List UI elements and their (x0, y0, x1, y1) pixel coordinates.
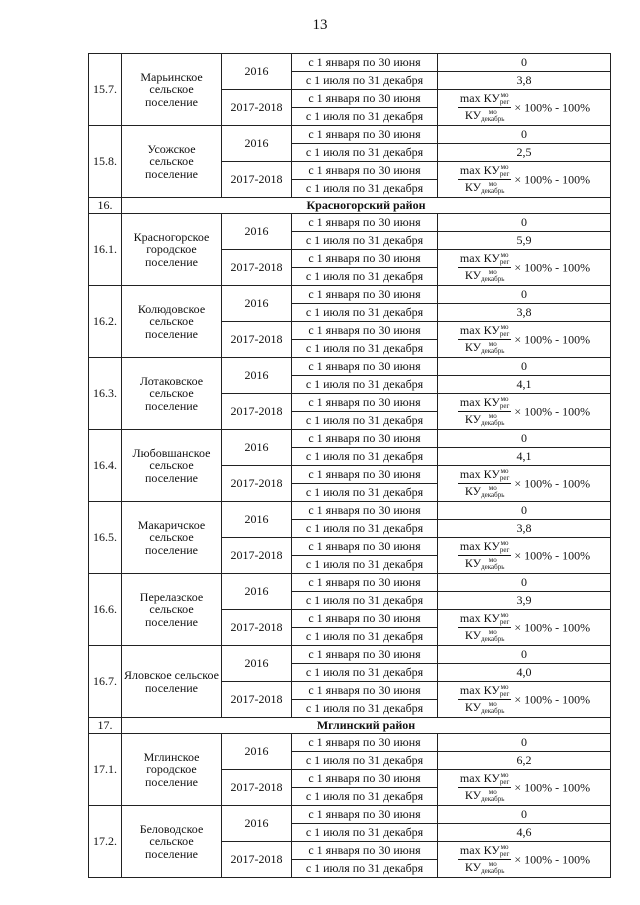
settlement-name: Усожское сельское поселение (122, 126, 222, 198)
formula-max: max (459, 162, 481, 177)
value-second-half: 4,0 (438, 664, 611, 682)
period-first-half: с 1 января по 30 июня (292, 682, 438, 700)
settlement-name: Яловское сельское поселение (122, 646, 222, 718)
formula-max: max (459, 538, 481, 553)
year-2016: 2016 (222, 574, 292, 610)
growth-formula (438, 538, 611, 574)
formula-fraction (458, 92, 511, 124)
formula-sub-reg: рег (499, 546, 510, 554)
formula-tail: × 100% - 100% (514, 476, 591, 491)
district-name: Мглинский район (122, 718, 611, 734)
formula-denominator (458, 484, 511, 499)
growth-formula (438, 610, 611, 646)
period-second-half: с 1 июля по 31 декабря (292, 180, 438, 198)
formula-ku: КУ (464, 556, 482, 570)
value-first-half: 0 (438, 806, 611, 824)
settlement-row (89, 574, 611, 592)
period-second-half: с 1 июля по 31 декабря (292, 376, 438, 394)
growth-formula (438, 250, 611, 286)
settlement-name: Мглинское городское поселение (122, 734, 222, 806)
year-2017-2018: 2017-2018 (222, 610, 292, 646)
formula-sup: мо (500, 323, 509, 331)
formula-sub-reg: рег (499, 474, 510, 482)
settlement-number: 16.5. (89, 502, 122, 574)
period-first-half: с 1 января по 30 июня (292, 538, 438, 556)
year-2017-2018: 2017-2018 (222, 394, 292, 430)
period-first-half: с 1 января по 30 июня (292, 358, 438, 376)
formula-sub-dec: декабрь (481, 115, 505, 124)
value-first-half: 0 (438, 430, 611, 448)
period-second-half: с 1 июля по 31 декабря (292, 788, 438, 806)
formula-sub-dec: декабрь (481, 347, 505, 356)
year-2016: 2016 (222, 430, 292, 466)
period-first-half: с 1 января по 30 июня (292, 574, 438, 592)
formula-tail: × 100% - 100% (514, 332, 591, 347)
period-first-half: с 1 января по 30 июня (292, 734, 438, 752)
settlement-name: Марьинское сельское поселение (122, 54, 222, 126)
formula-sub-reg: рег (499, 330, 510, 338)
formula-max: max (459, 770, 481, 785)
district-number: 16. (89, 198, 122, 214)
settlement-number: 16.7. (89, 646, 122, 718)
growth-formula (438, 770, 611, 806)
formula-sub-reg: рег (499, 258, 510, 266)
settlement-row (89, 286, 611, 304)
formula-sup: мо (500, 683, 509, 691)
formula-denominator (458, 180, 511, 195)
period-second-half: с 1 июля по 31 декабря (292, 520, 438, 538)
district-row (89, 718, 611, 734)
formula-sub-reg: рег (499, 402, 510, 410)
formula-numerator (458, 612, 511, 628)
formula-tail: × 100% - 100% (514, 780, 591, 795)
value-second-half: 5,9 (438, 232, 611, 250)
formula-sub-dec: декабрь (481, 419, 505, 428)
period-second-half: с 1 июля по 31 декабря (292, 592, 438, 610)
formula-denominator (458, 108, 511, 123)
settlement-name: Красногорское городское поселение (122, 214, 222, 286)
formula-sup: мо (488, 484, 497, 493)
period-second-half: с 1 июля по 31 декабря (292, 144, 438, 162)
year-2017-2018: 2017-2018 (222, 682, 292, 718)
settlement-row (89, 358, 611, 376)
value-first-half: 0 (438, 646, 611, 664)
growth-formula (438, 162, 611, 198)
growth-formula (438, 842, 611, 878)
year-2017-2018: 2017-2018 (222, 162, 292, 198)
formula-ku: КУ (483, 466, 500, 481)
formula-ku: КУ (483, 610, 500, 625)
settlement-row (89, 54, 611, 72)
formula-tail: × 100% - 100% (514, 692, 591, 707)
period-first-half: с 1 января по 30 июня (292, 842, 438, 860)
formula-ku: КУ (464, 484, 482, 498)
settlement-row (89, 214, 611, 232)
formula-tail: × 100% - 100% (514, 100, 591, 115)
settlement-number: 15.7. (89, 54, 122, 126)
formula-sup: мо (500, 771, 509, 779)
year-2016: 2016 (222, 286, 292, 322)
value-second-half: 4,1 (438, 448, 611, 466)
page-number: 13 (312, 17, 328, 33)
formula-sup: мо (488, 556, 497, 565)
period-first-half: с 1 января по 30 июня (292, 770, 438, 788)
period-second-half: с 1 июля по 31 декабря (292, 628, 438, 646)
value-second-half: 3,8 (438, 304, 611, 322)
settlement-number: 16.1. (89, 214, 122, 286)
formula-tail: × 100% - 100% (514, 620, 591, 635)
settlement-name: Колюдовское сельское поселение (122, 286, 222, 358)
formula-ku: КУ (483, 394, 500, 409)
formula-sub-dec: декабрь (481, 867, 505, 876)
formula-sub-reg: рег (499, 850, 510, 858)
period-second-half: с 1 июля по 31 декабря (292, 232, 438, 250)
formula-max: max (459, 842, 481, 857)
settlement-number: 16.4. (89, 430, 122, 502)
growth-formula (438, 682, 611, 718)
growth-formula (438, 394, 611, 430)
formula-sub-reg: рег (499, 98, 510, 106)
formula-ku: КУ (464, 412, 482, 426)
formula-denominator (458, 556, 511, 571)
period-second-half: с 1 июля по 31 декабря (292, 752, 438, 770)
formula-numerator (458, 844, 511, 860)
formula-tail: × 100% - 100% (514, 404, 591, 419)
settlement-row (89, 646, 611, 664)
settlement-row (89, 806, 611, 824)
year-2016: 2016 (222, 502, 292, 538)
period-second-half: с 1 июля по 31 декабря (292, 72, 438, 90)
period-first-half: с 1 января по 30 июня (292, 806, 438, 824)
settlement-row (89, 430, 611, 448)
formula-sup: мо (488, 268, 497, 277)
formula-max: max (459, 682, 481, 697)
value-first-half: 0 (438, 54, 611, 72)
settlement-row (89, 126, 611, 144)
formula-ku: КУ (464, 700, 482, 714)
year-2016: 2016 (222, 126, 292, 162)
formula-max: max (459, 90, 481, 105)
formula-ku: КУ (483, 162, 500, 177)
formula-ku: КУ (483, 682, 500, 697)
formula-sub-dec: декабрь (481, 635, 505, 644)
settlement-row (89, 502, 611, 520)
year-2016: 2016 (222, 734, 292, 770)
value-first-half: 0 (438, 286, 611, 304)
formula-denominator (458, 268, 511, 283)
formula-ku: КУ (483, 322, 500, 337)
formula-ku: КУ (483, 250, 500, 265)
period-second-half: с 1 июля по 31 декабря (292, 304, 438, 322)
period-second-half: с 1 июля по 31 декабря (292, 824, 438, 842)
value-first-half: 0 (438, 126, 611, 144)
formula-sub-dec: декабрь (481, 795, 505, 804)
formula-fraction (458, 252, 511, 284)
formula-tail: × 100% - 100% (514, 548, 591, 563)
formula-denominator (458, 700, 511, 715)
period-first-half: с 1 января по 30 июня (292, 466, 438, 484)
period-first-half: с 1 января по 30 июня (292, 54, 438, 72)
period-first-half: с 1 января по 30 июня (292, 646, 438, 664)
formula-sup: мо (500, 611, 509, 619)
formula-tail: × 100% - 100% (514, 852, 591, 867)
formula-sup: мо (488, 108, 497, 117)
formula-fraction (458, 396, 511, 428)
value-second-half: 3,9 (438, 592, 611, 610)
formula-sup: мо (488, 180, 497, 189)
period-first-half: с 1 января по 30 июня (292, 90, 438, 108)
formula-tail: × 100% - 100% (514, 172, 591, 187)
value-second-half: 2,5 (438, 144, 611, 162)
value-first-half: 0 (438, 502, 611, 520)
formula-fraction (458, 540, 511, 572)
period-first-half: с 1 января по 30 июня (292, 126, 438, 144)
formula-sup: мо (488, 788, 497, 797)
formula-numerator (458, 324, 511, 340)
formula-ku: КУ (483, 842, 500, 857)
value-second-half: 3,8 (438, 520, 611, 538)
formula-sup: мо (500, 467, 509, 475)
settlement-name: Лотаковское сельское поселение (122, 358, 222, 430)
year-2016: 2016 (222, 646, 292, 682)
period-second-half: с 1 июля по 31 декабря (292, 484, 438, 502)
growth-formula (438, 322, 611, 358)
year-2017-2018: 2017-2018 (222, 466, 292, 502)
formula-denominator (458, 340, 511, 355)
year-2017-2018: 2017-2018 (222, 770, 292, 806)
formula-sub-dec: декабрь (481, 707, 505, 716)
formula-ku: КУ (464, 108, 482, 122)
formula-max: max (459, 466, 481, 481)
formula-sub-dec: декабрь (481, 187, 505, 196)
formula-numerator (458, 164, 511, 180)
formula-max: max (459, 250, 481, 265)
period-first-half: с 1 января по 30 июня (292, 214, 438, 232)
period-second-half: с 1 июля по 31 декабря (292, 700, 438, 718)
value-second-half: 4,1 (438, 376, 611, 394)
formula-fraction (458, 324, 511, 356)
period-first-half: с 1 января по 30 июня (292, 502, 438, 520)
formula-ku: КУ (483, 538, 500, 553)
value-first-half: 0 (438, 574, 611, 592)
formula-max: max (459, 322, 481, 337)
formula-denominator (458, 860, 511, 875)
formula-sub-dec: декабрь (481, 563, 505, 572)
period-first-half: с 1 января по 30 июня (292, 250, 438, 268)
formula-numerator (458, 468, 511, 484)
formula-fraction (458, 772, 511, 804)
value-second-half: 6,2 (438, 752, 611, 770)
period-first-half: с 1 января по 30 июня (292, 286, 438, 304)
formula-numerator (458, 684, 511, 700)
formula-max: max (459, 394, 481, 409)
year-2017-2018: 2017-2018 (222, 842, 292, 878)
formula-sup: мо (500, 539, 509, 547)
period-first-half: с 1 января по 30 июня (292, 430, 438, 448)
formula-numerator (458, 540, 511, 556)
formula-fraction (458, 684, 511, 716)
formula-ku: КУ (483, 90, 500, 105)
formula-sub-reg: рег (499, 778, 510, 786)
year-2016: 2016 (222, 358, 292, 394)
formula-tail: × 100% - 100% (514, 260, 591, 275)
period-second-half: с 1 июля по 31 декабря (292, 412, 438, 430)
formula-numerator (458, 92, 511, 108)
formula-fraction (458, 844, 511, 876)
period-second-half: с 1 июля по 31 декабря (292, 448, 438, 466)
formula-sup: мо (488, 628, 497, 637)
formula-fraction (458, 164, 511, 196)
formula-fraction (458, 612, 511, 644)
value-second-half: 3,8 (438, 72, 611, 90)
year-2017-2018: 2017-2018 (222, 322, 292, 358)
formula-numerator (458, 396, 511, 412)
settlement-name: Любовшанское сельское поселение (122, 430, 222, 502)
formula-denominator (458, 412, 511, 427)
settlement-number: 17.2. (89, 806, 122, 878)
tariff-table (88, 53, 611, 878)
year-2016: 2016 (222, 806, 292, 842)
period-second-half: с 1 июля по 31 декабря (292, 268, 438, 286)
formula-sub-dec: декабрь (481, 275, 505, 284)
period-second-half: с 1 июля по 31 декабря (292, 108, 438, 126)
formula-denominator (458, 628, 511, 643)
settlement-row (89, 734, 611, 752)
district-number: 17. (89, 718, 122, 734)
table-body (89, 54, 611, 878)
formula-ku: КУ (464, 180, 482, 194)
settlement-name: Беловодское сельское поселение (122, 806, 222, 878)
formula-numerator (458, 772, 511, 788)
year-2017-2018: 2017-2018 (222, 250, 292, 286)
formula-sub-dec: декабрь (481, 491, 505, 500)
formula-sub-reg: рег (499, 690, 510, 698)
year-2017-2018: 2017-2018 (222, 90, 292, 126)
formula-max: max (459, 610, 481, 625)
period-first-half: с 1 января по 30 июня (292, 162, 438, 180)
period-second-half: с 1 июля по 31 декабря (292, 664, 438, 682)
formula-ku: КУ (464, 628, 482, 642)
period-first-half: с 1 января по 30 июня (292, 394, 438, 412)
formula-sup: мо (500, 91, 509, 99)
formula-sub-reg: рег (499, 618, 510, 626)
settlement-number: 16.6. (89, 574, 122, 646)
formula-sup: мо (500, 395, 509, 403)
formula-ku: КУ (464, 268, 482, 282)
growth-formula (438, 466, 611, 502)
formula-fraction (458, 468, 511, 500)
formula-sup: мо (500, 251, 509, 259)
period-second-half: с 1 июля по 31 декабря (292, 860, 438, 878)
formula-sup: мо (488, 700, 497, 709)
year-2016: 2016 (222, 54, 292, 90)
value-first-half: 0 (438, 214, 611, 232)
settlement-name: Перелазское сельское поселение (122, 574, 222, 646)
settlement-number: 15.8. (89, 126, 122, 198)
formula-sub-reg: рег (499, 170, 510, 178)
settlement-number: 17.1. (89, 734, 122, 806)
district-row (89, 198, 611, 214)
formula-sup: мо (500, 843, 509, 851)
settlement-number: 16.2. (89, 286, 122, 358)
settlement-number: 16.3. (89, 358, 122, 430)
formula-ku: КУ (464, 340, 482, 354)
period-second-half: с 1 июля по 31 декабря (292, 556, 438, 574)
value-first-half: 0 (438, 358, 611, 376)
formula-sup: мо (488, 860, 497, 869)
settlement-name: Макаричское сельское поселение (122, 502, 222, 574)
growth-formula (438, 90, 611, 126)
value-second-half: 4,6 (438, 824, 611, 842)
district-name: Красногорский район (122, 198, 611, 214)
formula-ku: КУ (464, 788, 482, 802)
formula-sup: мо (488, 340, 497, 349)
formula-ku: КУ (483, 770, 500, 785)
formula-sup: мо (488, 412, 497, 421)
period-first-half: с 1 января по 30 июня (292, 610, 438, 628)
formula-ku: КУ (464, 860, 482, 874)
formula-denominator (458, 788, 511, 803)
year-2017-2018: 2017-2018 (222, 538, 292, 574)
value-first-half: 0 (438, 734, 611, 752)
period-second-half: с 1 июля по 31 декабря (292, 340, 438, 358)
formula-sup: мо (500, 163, 509, 171)
year-2016: 2016 (222, 214, 292, 250)
period-first-half: с 1 января по 30 июня (292, 322, 438, 340)
formula-numerator (458, 252, 511, 268)
